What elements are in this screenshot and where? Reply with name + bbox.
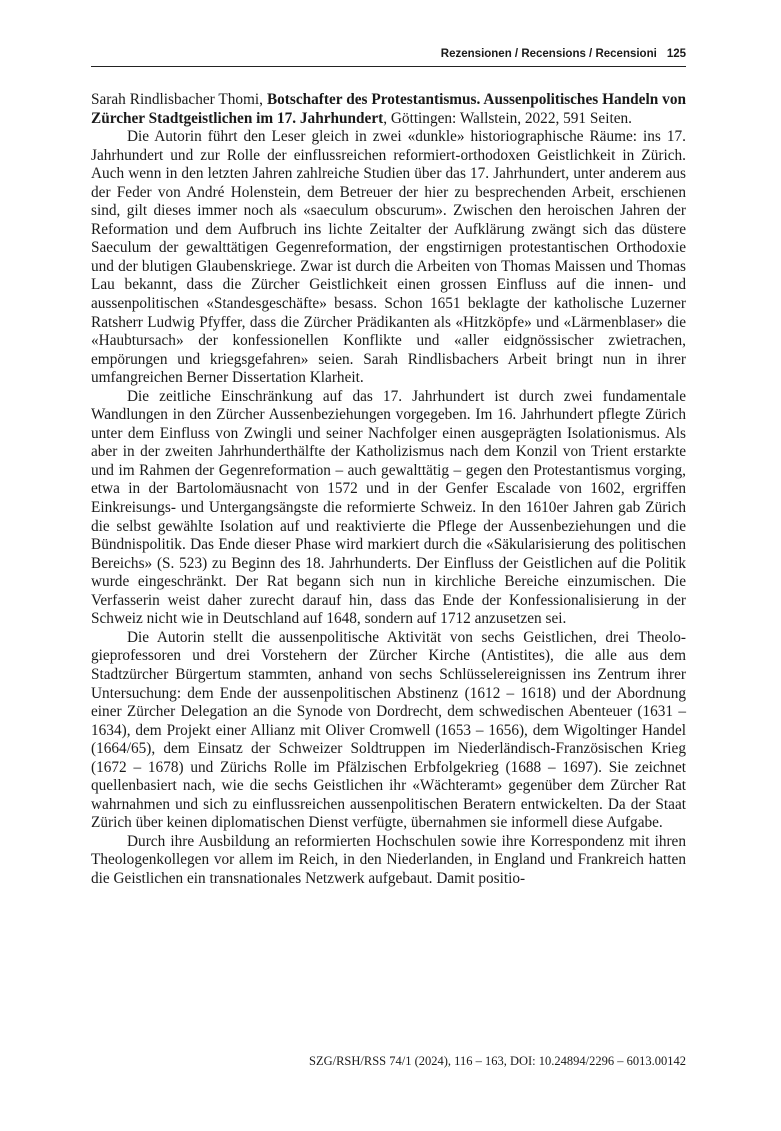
running-head xyxy=(91,46,686,67)
paragraph: Die zeitliche Einschränkung auf das 17. Jahrhundert ist durch zwei fundamentale Wandlungen in den Zürcher Aussenbeziehungen vorgegeben. Im 16. Jahrhundert pflegte Zürich unter dem Einfluss von Zwingli und seiner Nachfolger einen ausgeprägten Isolationismus. Als aber in der zweiten Jahrhunderthälfte der Katholizismus nach dem Konzil von Trient erstarkte und im Rahmen der Gegenreformation – auch gewalttätig – gegen den Protestantismus vorging, etwa in der Bartolomäusnacht von 1572 und in der Genfer Escalade von 1602, ergriffen Einkreisungs- und Untergangsängste die reformierte Schweiz. In den 1610er Jahren gab Zürich die selbst gewählte Isolation auf und reaktivierte die Pflege der Aussenbeziehungen und die Bündnispolitik. Das Ende dieser Phase wird markiert durch die «Säkularisierung des politischen Bereichs» (S. 523) zu Beginn des 18. Jahrhunderts. Der Einfluss der Geistlichen auf die Politik wurde eingeschränkt. Der Rat begann sich nun in kirchliche Bereiche einzumischen. Die Verfasserin weist daher zurecht darauf hin, dass das Ende der Konfessionalisierung in der Schweiz nicht wie in Deutschland auf 1648, sondern auf 1712 anzusetzen sei. xyxy=(91,387,686,628)
book-title: Botschafter des Protestantismus. Aussenpolitisches Handeln von Zürcher Stadtgeistlichen im 17. Jahrhundert xyxy=(91,91,686,127)
paragraph: Die Autorin führt den Leser gleich in zwei «dunkle» historiographische Räume: ins 17. Jahrhundert und zur Rolle der einflussreichen reformiert-orthodoxen Geistlichkeit in Zürich. Auch wenn in den letzten Jahren zahlreiche Studien über das 17. Jahrhundert, unter anderem aus der Feder von André Holenstein, dem Betreuer der hier zu besprechenden Arbeit, erschienen sind, gilt dieses immer noch als «saeculum obscurum». Zwischen den heroischen Jahren der Reformation und dem Aufbruch ins lichte Zeitalter der Aufklärung zwängt sich das düstere Saeculum der gewalttätigen Gegenreformation, der engstirnigen protestantischen Orthodoxie und der blutigen Glaubenskriege. Zwar ist durch die Arbeiten von Thomas Maissen und Thomas Lau bekannt, dass die Zürcher Geistlichkeit einen grossen Einfluss auf die innen- und aussenpolitischen «Standesgeschäfte» besass. Schon 1651 beklagte der katholische Luzerner Ratsherr Ludwig Pfyffer, dass die Zürcher Prädikanten als «Hitzköpfe» und «Lärmenblaser» die «Haubtursach» der konfessionellen Konflikte und «aller eidgnössischer zwietrachen, empörungen und kriegsgefahren» seien. Sarah Rindlisbachers Arbeit bringt nun in ihrer umfangreichen Berner Dissertation Klarheit. xyxy=(91,128,686,387)
page-number: 125 xyxy=(666,48,686,60)
paragraph: Durch ihre Ausbildung an reformierten Hochschulen sowie ihre Korrespondenz mit ihren Theologenkollegen vor allem im Reich, in den Niederlanden, in England und Frankreich hatten die Geistlichen ein transnationales Netzwerk aufgebaut. Damit positio- xyxy=(91,832,686,887)
book-author: Sarah Rindlisbacher Thomi, xyxy=(91,91,267,108)
journal-reference: SZG/RSH/RSS 74/1 (2024), 116 – 163, DOI: 10.24894/2296 – 6013.00142 xyxy=(309,1054,686,1068)
section-title: Rezensionen / Recensions / Recensioni xyxy=(440,48,657,60)
book-citation xyxy=(91,91,686,128)
book-publication: , Göttingen: Wallstein, 2022, 591 Seiten. xyxy=(383,109,632,127)
review-body xyxy=(91,91,686,889)
paragraph: Die Autorin stellt die aussenpolitische Aktivität von sechs Geistlichen, drei Theologieprofessoren und drei Vorstehern der Zürcher Kirche (Antistites), die alle aus dem Stadtzürcher Bürgertum stammten, anhand von sechs Schlüsselereignissen ins Zentrum ihrer Untersuchung: dem Ende der aussenpolitischen Abstinenz (1612 – 1618) und der Abordnung einer Zürcher Delegation an die Synode von Dordrecht, dem schwedischen Abenteuer (1631 – 1634), dem Projekt einer Allianz mit Oliver Cromwell (1653 – 1656), dem Wigoltinger Handel (1664/65), dem Einsatz der Schweizer Soldtruppen im Niederländisch-Französischen Krieg (1672 – 1678) und Zürichs Rolle im Pfälzischen Erbfolgekrieg (1688 – 1697). Sie zeichnet quellenbasiert nach, wie die sechs Geistlichen ihr «Wächteramt» gegenüber dem Zürcher Rat wahrnahmen und sich zu einflussreichen aussenpolitischen Beratern entwickelten. Da der Staat Zürich über keinen diplomatischen Dienst verfügte, übernahmen sie informell diese Aufgabe. xyxy=(91,628,686,832)
